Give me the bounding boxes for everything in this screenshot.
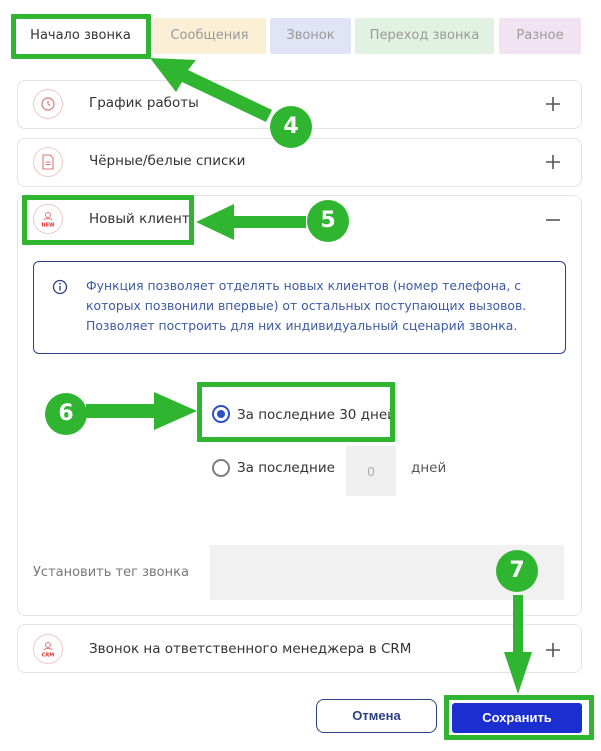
tab-misc[interactable]: Разное — [499, 18, 581, 54]
annotation-marker-4: 4 — [270, 106, 312, 148]
new-client-title: Новый клиент — [89, 211, 190, 227]
blacklist-title: Чёрные/белые списки — [89, 153, 246, 169]
crm-badge: CRM — [41, 652, 55, 659]
call-tag-label: Установить тег звонка — [33, 565, 189, 580]
radio-last-n-days-label[interactable]: За последние — [237, 460, 335, 476]
annotation-marker-7: 7 — [496, 550, 538, 592]
new-badge: NEW — [41, 222, 55, 229]
tab-call[interactable]: Звонок — [270, 18, 351, 54]
annotation-marker-5: 5 — [307, 200, 349, 242]
annotation-marker-6: 6 — [45, 393, 87, 435]
tab-messages[interactable]: Сообщения — [153, 18, 266, 54]
save-button[interactable]: Сохранить — [452, 703, 582, 733]
crm-title: Звонок на ответственного менеджера в CRM — [89, 641, 412, 657]
cancel-button[interactable]: Отмена — [316, 699, 437, 733]
days-unit-label: дней — [411, 460, 447, 476]
radio-last-30-days-label[interactable]: За последние 30 дней — [237, 407, 396, 423]
tab-call-transfer[interactable]: Переход звонка — [355, 18, 494, 54]
info-text: Функция позволяет отделять новых клиентов (номер телефона, с которых позвонили впервые) от остальных поступающих вызовов. Позволяет построить для них индивидуальный сценарий звонка. — [86, 278, 527, 333]
schedule-title: График работы — [89, 95, 199, 111]
tab-call-start[interactable]: Начало звонка — [17, 18, 144, 54]
